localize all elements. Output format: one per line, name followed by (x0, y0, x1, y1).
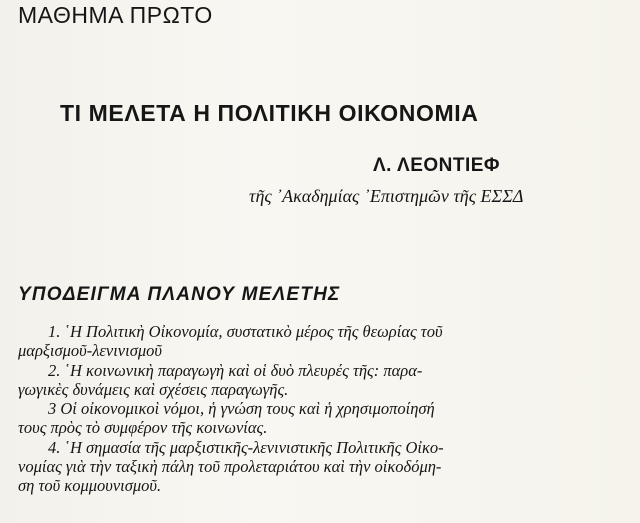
plan-line: 3 Οἱ οἰκονομικοὶ νόμοι, ἡ γνώση τους καὶ ἡ χρησιμοποίησή (48, 399, 435, 419)
author-name: Λ. ΛΕΟΝΤΙΕΦ (373, 155, 501, 176)
plan-line: ση τοῦ κομμουνισμοῦ. (18, 476, 162, 496)
plan-line: 1. ῾Η Πολιτικὴ Οἰκονομία, συστατικὸ μέρος τῆς θεωρίας τοῦ (48, 322, 443, 341)
plan-line: γωγικὲς δυνάμεις καὶ σχέσεις παραγωγῆς. (18, 379, 289, 399)
study-plan-heading: ΥΠΟΔΕΙΓΜΑ ΠΛΑΝΟΥ ΜΕΛΕΤΗΣ (18, 284, 341, 305)
article-title: ΤΙ ΜΕΛΕΤΑ Η ΠΟΛΙΤΙΚΗ ΟΙΚΟΝΟΜΙΑ (60, 100, 479, 126)
lesson-heading: ΜΑΘΗΜΑ ΠΡΩΤΟ (18, 2, 213, 28)
plan-line: νομίας γιὰ τὴν ταξικὴ πάλη τοῦ προλεταριάτου καὶ τὴν οἰκοδόμη- (18, 457, 442, 477)
author-affiliation: τῆς ᾿Ακαδημίας ᾿Επιστημῶν τῆς ΕΣΣΔ (249, 186, 524, 206)
plan-line: 2. ῾Η κοινωνικὴ παραγωγὴ καὶ οἱ δυὸ πλευρές τῆς: παρα- (48, 360, 423, 380)
plan-line: 4. ῾Η σημασία τῆς μαρξιστικῆς-λενινιστικῆς Πολιτικῆς Οἰκο- (48, 437, 444, 457)
plan-line: τους πρὸς τὸ συμφέρον τῆς κοινωνίας. (18, 418, 268, 438)
study-plan-list (18, 322, 623, 496)
plan-line: μαρξισμοῦ-λενινισμοῦ (18, 341, 162, 361)
